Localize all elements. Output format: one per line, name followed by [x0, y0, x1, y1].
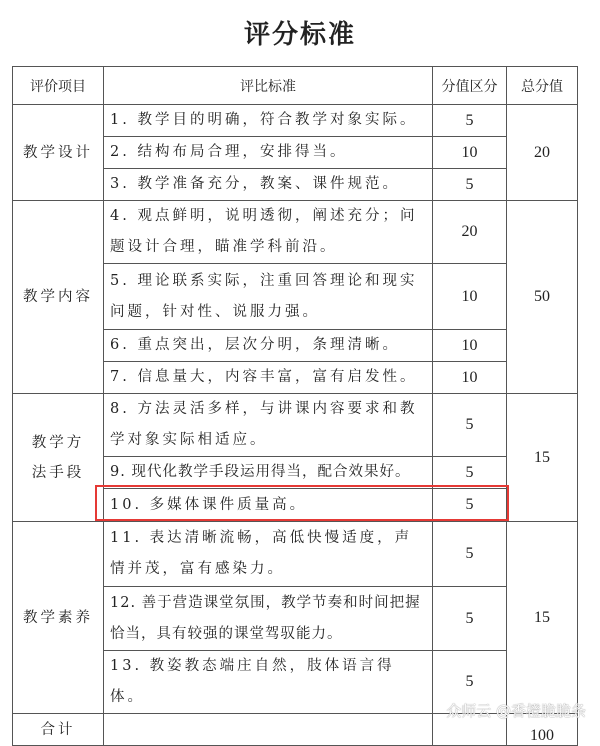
score-cell: 10 [433, 264, 507, 330]
score-cell: 5 [433, 651, 507, 714]
score-cell: 10 [433, 137, 507, 169]
page-title: 评分标准 [243, 20, 356, 50]
total-cell: 50 [507, 201, 578, 394]
criteria-cell: 2. 结构布局合理，安排得当。 [104, 137, 433, 169]
criteria-cell: 3. 教学准备充分，教案、课件规范。 [104, 169, 433, 201]
criteria-cell: 10. 多媒体课件质量高。 [104, 489, 433, 522]
table-row [13, 394, 578, 457]
score-cell: 10 [433, 330, 507, 362]
total-label: 合计 [13, 714, 104, 746]
header-total: 总分值 [507, 67, 578, 105]
criteria-cell: 11. 表达清晰流畅，高低快慢适度，声情并茂，富有感染力。 [104, 522, 433, 587]
score-cell: 10 [433, 362, 507, 394]
grand-total: 100 [507, 714, 578, 746]
header-criteria: 评比标准 [104, 67, 433, 105]
criteria-cell: 13. 教姿教态端庄自然，肢体语言得体。 [104, 651, 433, 714]
criteria-cell: 5. 理论联系实际，注重回答理论和现实问题，针对性、说服力强。 [104, 264, 433, 330]
category-cell: 教学设计 [13, 105, 104, 201]
scoring-table [12, 66, 578, 746]
empty-cell [104, 714, 433, 746]
table-row [13, 201, 578, 264]
criteria-cell: 9. 现代化教学手段运用得当，配合效果好。 [104, 457, 433, 489]
highlight-box [95, 485, 509, 521]
criteria-cell: 8. 方法灵活多样，与讲课内容要求和教学对象实际相适应。 [104, 394, 433, 457]
criteria-cell: 4. 观点鲜明，说明透彻，阐述充分；问题设计合理，瞄准学科前沿。 [104, 201, 433, 264]
header-score: 分值区分 [433, 67, 507, 105]
table-header-row [13, 67, 578, 105]
table-row [13, 105, 578, 137]
category-cell: 教学内容 [13, 201, 104, 394]
score-cell: 5 [433, 587, 507, 651]
category-label: 教学方法手段 [31, 434, 85, 481]
criteria-cell: 12. 善于营造课堂氛围，教学节奏和时间把握恰当，具有较强的课堂驾驭能力。 [104, 587, 433, 651]
total-cell: 15 [507, 394, 578, 522]
score-cell: 5 [433, 394, 507, 457]
score-cell: 5 [433, 169, 507, 201]
header-category: 评价项目 [13, 67, 104, 105]
total-cell: 20 [507, 105, 578, 201]
score-cell: 5 [433, 489, 507, 522]
total-cell: 15 [507, 522, 578, 714]
criteria-cell: 7. 信息量大，内容丰富，富有启发性。 [104, 362, 433, 394]
score-cell: 5 [433, 457, 507, 489]
criteria-cell: 6. 重点突出，层次分明，条理清晰。 [104, 330, 433, 362]
score-cell: 20 [433, 201, 507, 264]
table-row [13, 522, 578, 587]
score-cell: 5 [433, 105, 507, 137]
category-cell: 教学素养 [13, 522, 104, 714]
watermark: 众师云 @香橙脆脆条 [446, 702, 586, 720]
score-cell: 5 [433, 522, 507, 587]
criteria-cell: 1. 教学目的明确，符合教学对象实际。 [104, 105, 433, 137]
category-cell [13, 394, 104, 522]
